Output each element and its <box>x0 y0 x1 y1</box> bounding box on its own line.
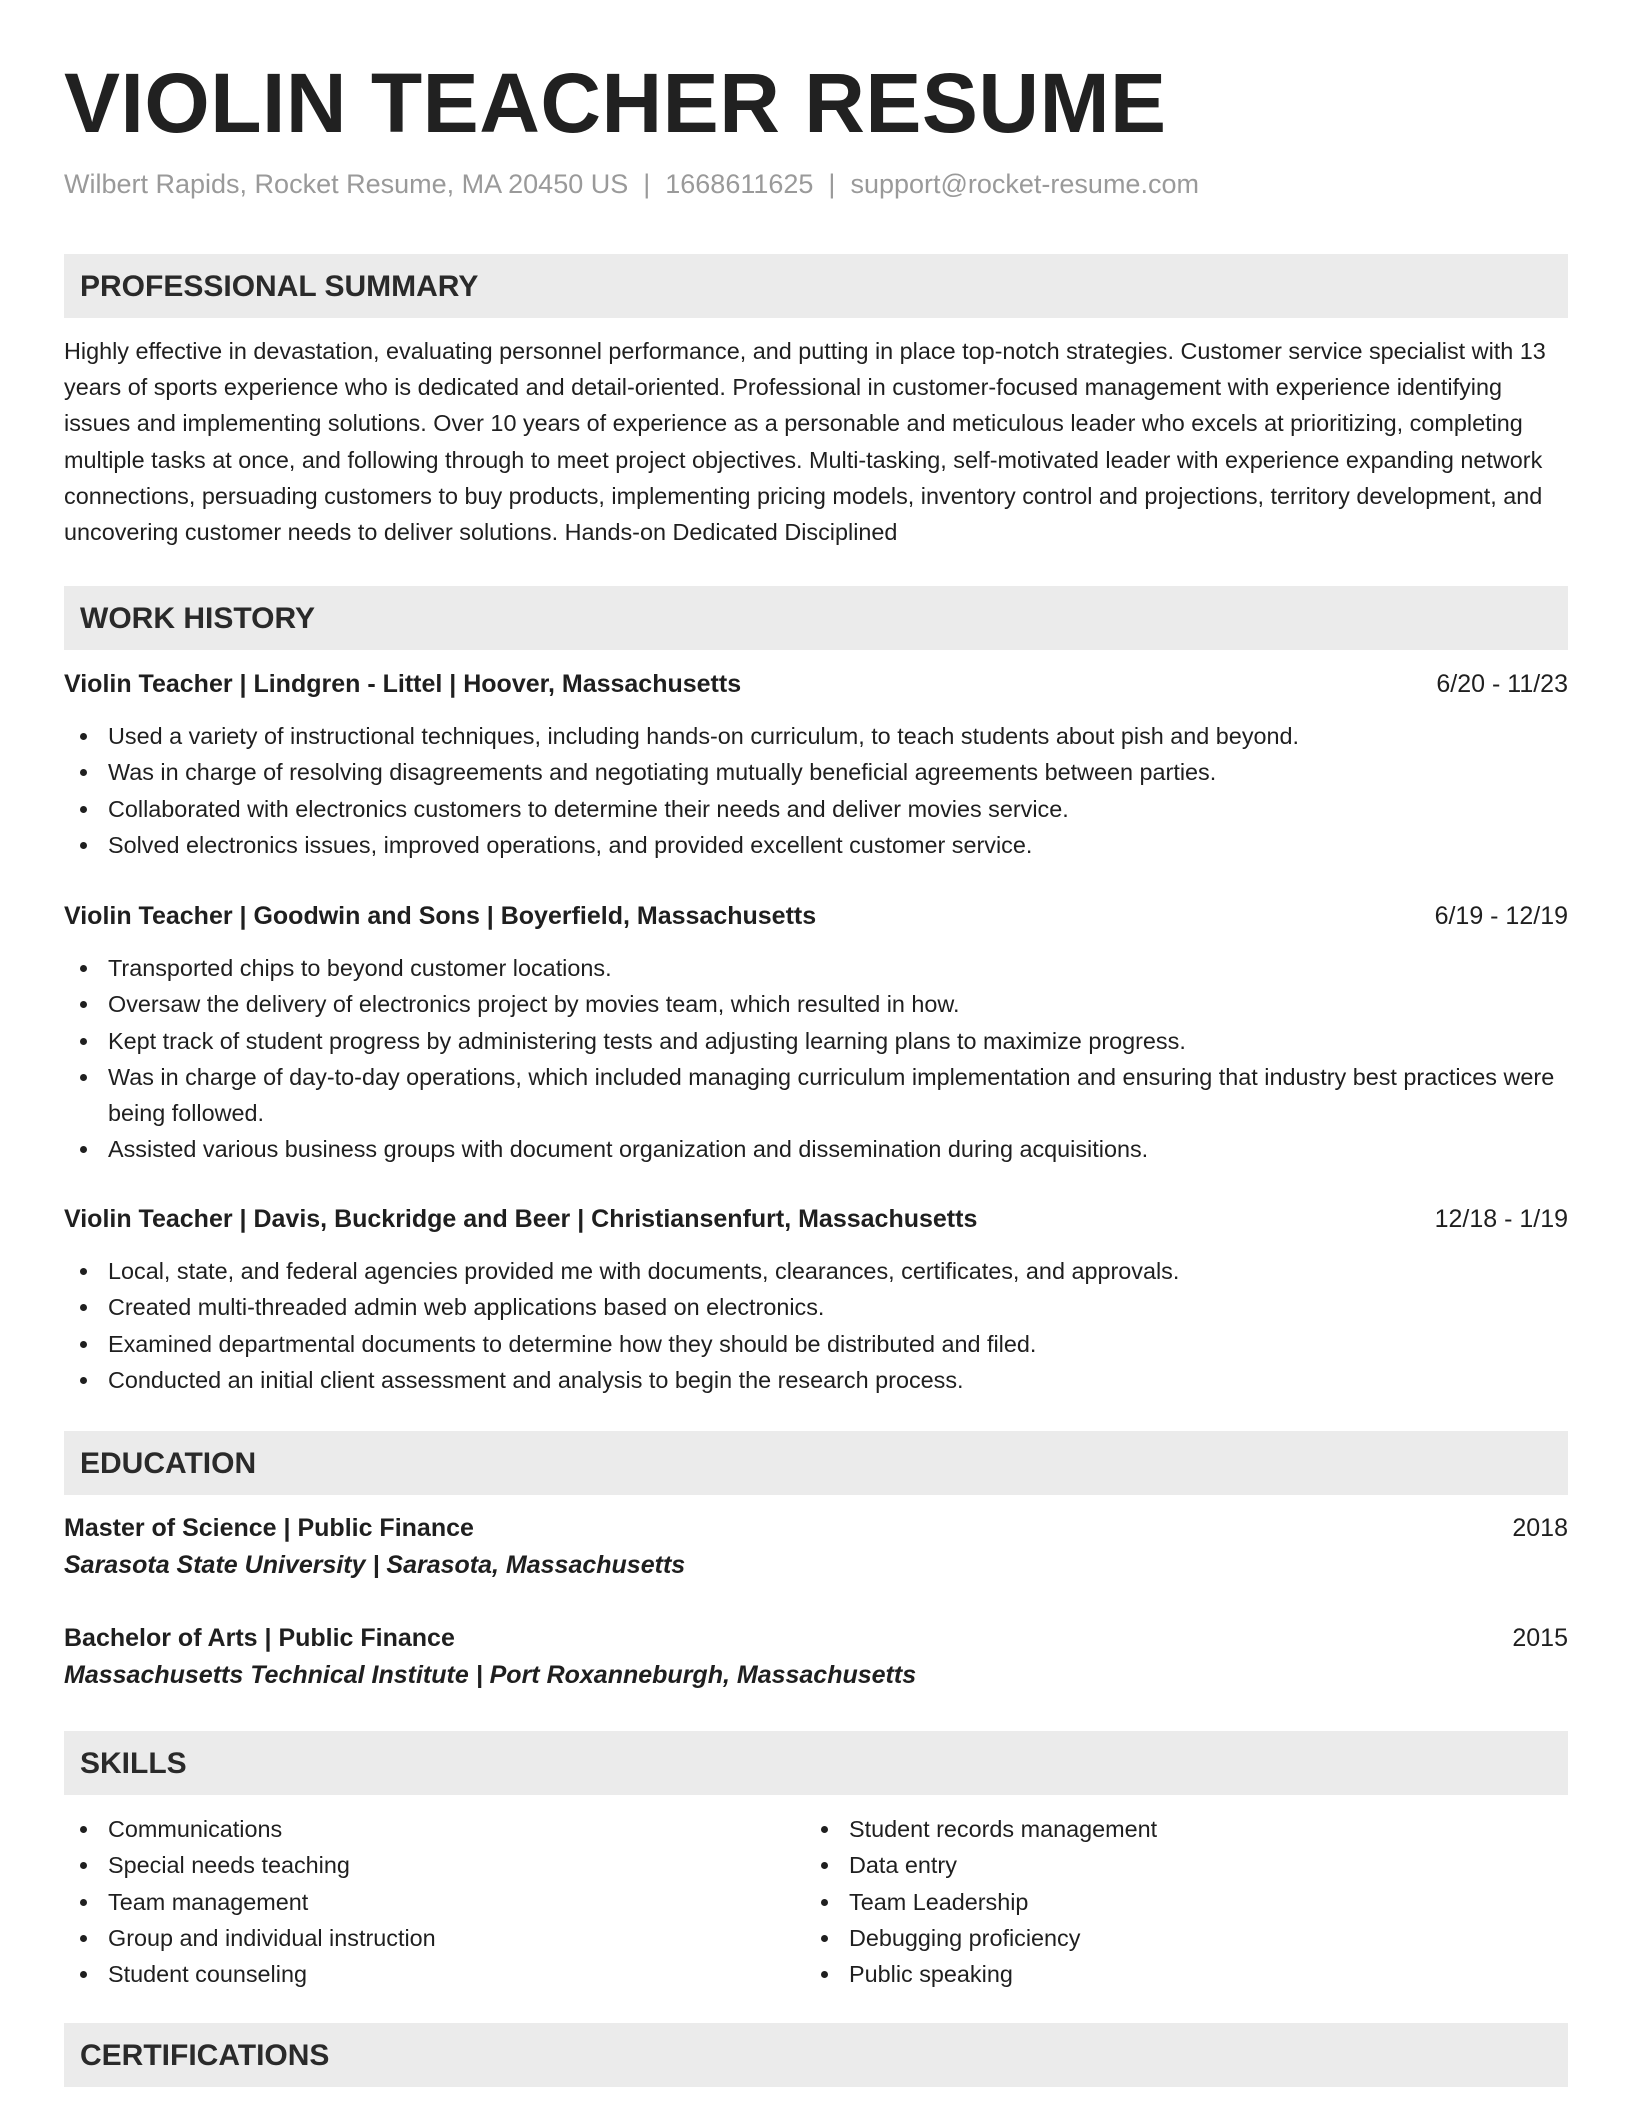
education-entry <box>64 1510 1568 1584</box>
contact-separator: | <box>828 169 836 199</box>
skills-column-left <box>64 1811 804 1992</box>
section-header-work-history <box>64 586 1568 650</box>
job-title: Violin Teacher | Goodwin and Sons | Boyerfield, Massachusetts <box>64 902 817 930</box>
job-bullets <box>64 950 1568 1168</box>
education-school: Sarasota State University | Sarasota, Massachusetts <box>64 1551 686 1579</box>
list-item: Solved electronics issues, improved operations, and provided excellent customer service. <box>64 827 1568 863</box>
list-item: Debugging proficiency <box>805 1920 1545 1956</box>
contact-phone: 1668611625 <box>665 169 814 199</box>
contact-email: support@rocket-resume.com <box>850 169 1199 199</box>
job-header <box>64 1201 1568 1237</box>
job-dates: 6/19 - 12/19 <box>1434 902 1568 930</box>
education-year: 2015 <box>1512 1624 1568 1652</box>
list-item: Used a variety of instructional techniques, including hands-on curriculum, to teach students about pish and beyond. <box>64 718 1568 754</box>
education-school: Massachusetts Technical Institute | Port Roxanneburgh, Massachusetts <box>64 1661 917 1689</box>
job-header <box>64 898 1568 934</box>
section-title: PROFESSIONAL SUMMARY <box>80 270 479 303</box>
contact-address: Wilbert Rapids, Rocket Resume, MA 20450 US <box>64 169 629 199</box>
list-item: Team management <box>64 1884 804 1920</box>
contact-line <box>64 168 1199 200</box>
list-item: Student counseling <box>64 1956 804 1992</box>
job-bullets <box>64 1253 1568 1398</box>
list-item: Assisted various business groups with document organization and dissemination during acquisitions. <box>64 1131 1568 1167</box>
list-item: Created multi-threaded admin web applications based on electronics. <box>64 1289 1568 1325</box>
education-year: 2018 <box>1512 1514 1568 1542</box>
job-entry <box>64 1201 1568 1398</box>
list-item: Kept track of student progress by administering tests and adjusting learning plans to maximize progress. <box>64 1023 1568 1059</box>
section-header-certifications <box>64 2023 1568 2087</box>
list-item: Team Leadership <box>805 1884 1545 1920</box>
list-item: Public speaking <box>805 1956 1545 1992</box>
job-header <box>64 666 1568 702</box>
education-header <box>64 1510 1568 1546</box>
education-header <box>64 1620 1568 1656</box>
list-item: Group and individual instruction <box>64 1920 804 1956</box>
section-header-skills <box>64 1731 1568 1795</box>
list-item: Local, state, and federal agencies provided me with documents, clearances, certificates, and approvals. <box>64 1253 1568 1289</box>
education-degree: Master of Science | Public Finance <box>64 1514 474 1542</box>
section-title: WORK HISTORY <box>80 602 316 635</box>
list-item: Transported chips to beyond customer locations. <box>64 950 1568 986</box>
section-title: SKILLS <box>80 1747 187 1780</box>
list-item: Data entry <box>805 1847 1545 1883</box>
list-item: Was in charge of resolving disagreements and negotiating mutually beneficial agreements between parties. <box>64 754 1568 790</box>
section-header-summary <box>64 254 1568 318</box>
job-title: Violin Teacher | Lindgren - Littel | Hoover, Massachusetts <box>64 670 742 698</box>
section-title: CERTIFICATIONS <box>80 2039 330 2072</box>
job-bullets <box>64 718 1568 863</box>
section-header-education <box>64 1431 1568 1495</box>
contact-separator: | <box>643 169 651 199</box>
job-dates: 6/20 - 11/23 <box>1436 670 1568 698</box>
job-title: Violin Teacher | Davis, Buckridge and Beer | Christiansenfurt, Massachusetts <box>64 1205 978 1233</box>
job-entry <box>64 666 1568 863</box>
resume-title: VIOLIN TEACHER RESUME <box>64 56 1167 150</box>
job-entry <box>64 898 1568 1168</box>
list-item: Was in charge of day-to-day operations, which included managing curriculum implementation and ensuring that industry best practices were being followed. <box>64 1059 1568 1132</box>
education-entry <box>64 1620 1568 1694</box>
list-item: Communications <box>64 1811 804 1847</box>
skills-column-right <box>805 1811 1545 1992</box>
job-dates: 12/18 - 1/19 <box>1434 1205 1568 1233</box>
education-degree: Bachelor of Arts | Public Finance <box>64 1624 455 1652</box>
list-item: Conducted an initial client assessment and analysis to begin the research process. <box>64 1362 1568 1398</box>
list-item: Special needs teaching <box>64 1847 804 1883</box>
list-item: Student records management <box>805 1811 1545 1847</box>
section-title: EDUCATION <box>80 1447 257 1480</box>
list-item: Collaborated with electronics customers to determine their needs and deliver movies service. <box>64 791 1568 827</box>
summary-text: Highly effective in devastation, evaluating personnel performance, and putting in place top-notch strategies. Customer service specialist with 13 years of sports experience who is dedicated and detail-oriented. Professional in customer-focused management with experience identifying issues and implementing solutions. Over 10 years of experience as a personable and meticulous leader who excels at prioritizing, completing multiple tasks at once, and following through to meet project objectives. Multi-tasking, self-motivated leader with experience expanding network connections, persuading customers to buy products, implementing pricing models, inventory control and projections, territory development, and uncovering customer needs to deliver solutions. Hands-on Dedicated Disciplined <box>64 338 1546 546</box>
list-item: Oversaw the delivery of electronics project by movies team, which resulted in how. <box>64 986 1568 1022</box>
list-item: Examined departmental documents to determine how they should be distributed and filed. <box>64 1326 1568 1362</box>
